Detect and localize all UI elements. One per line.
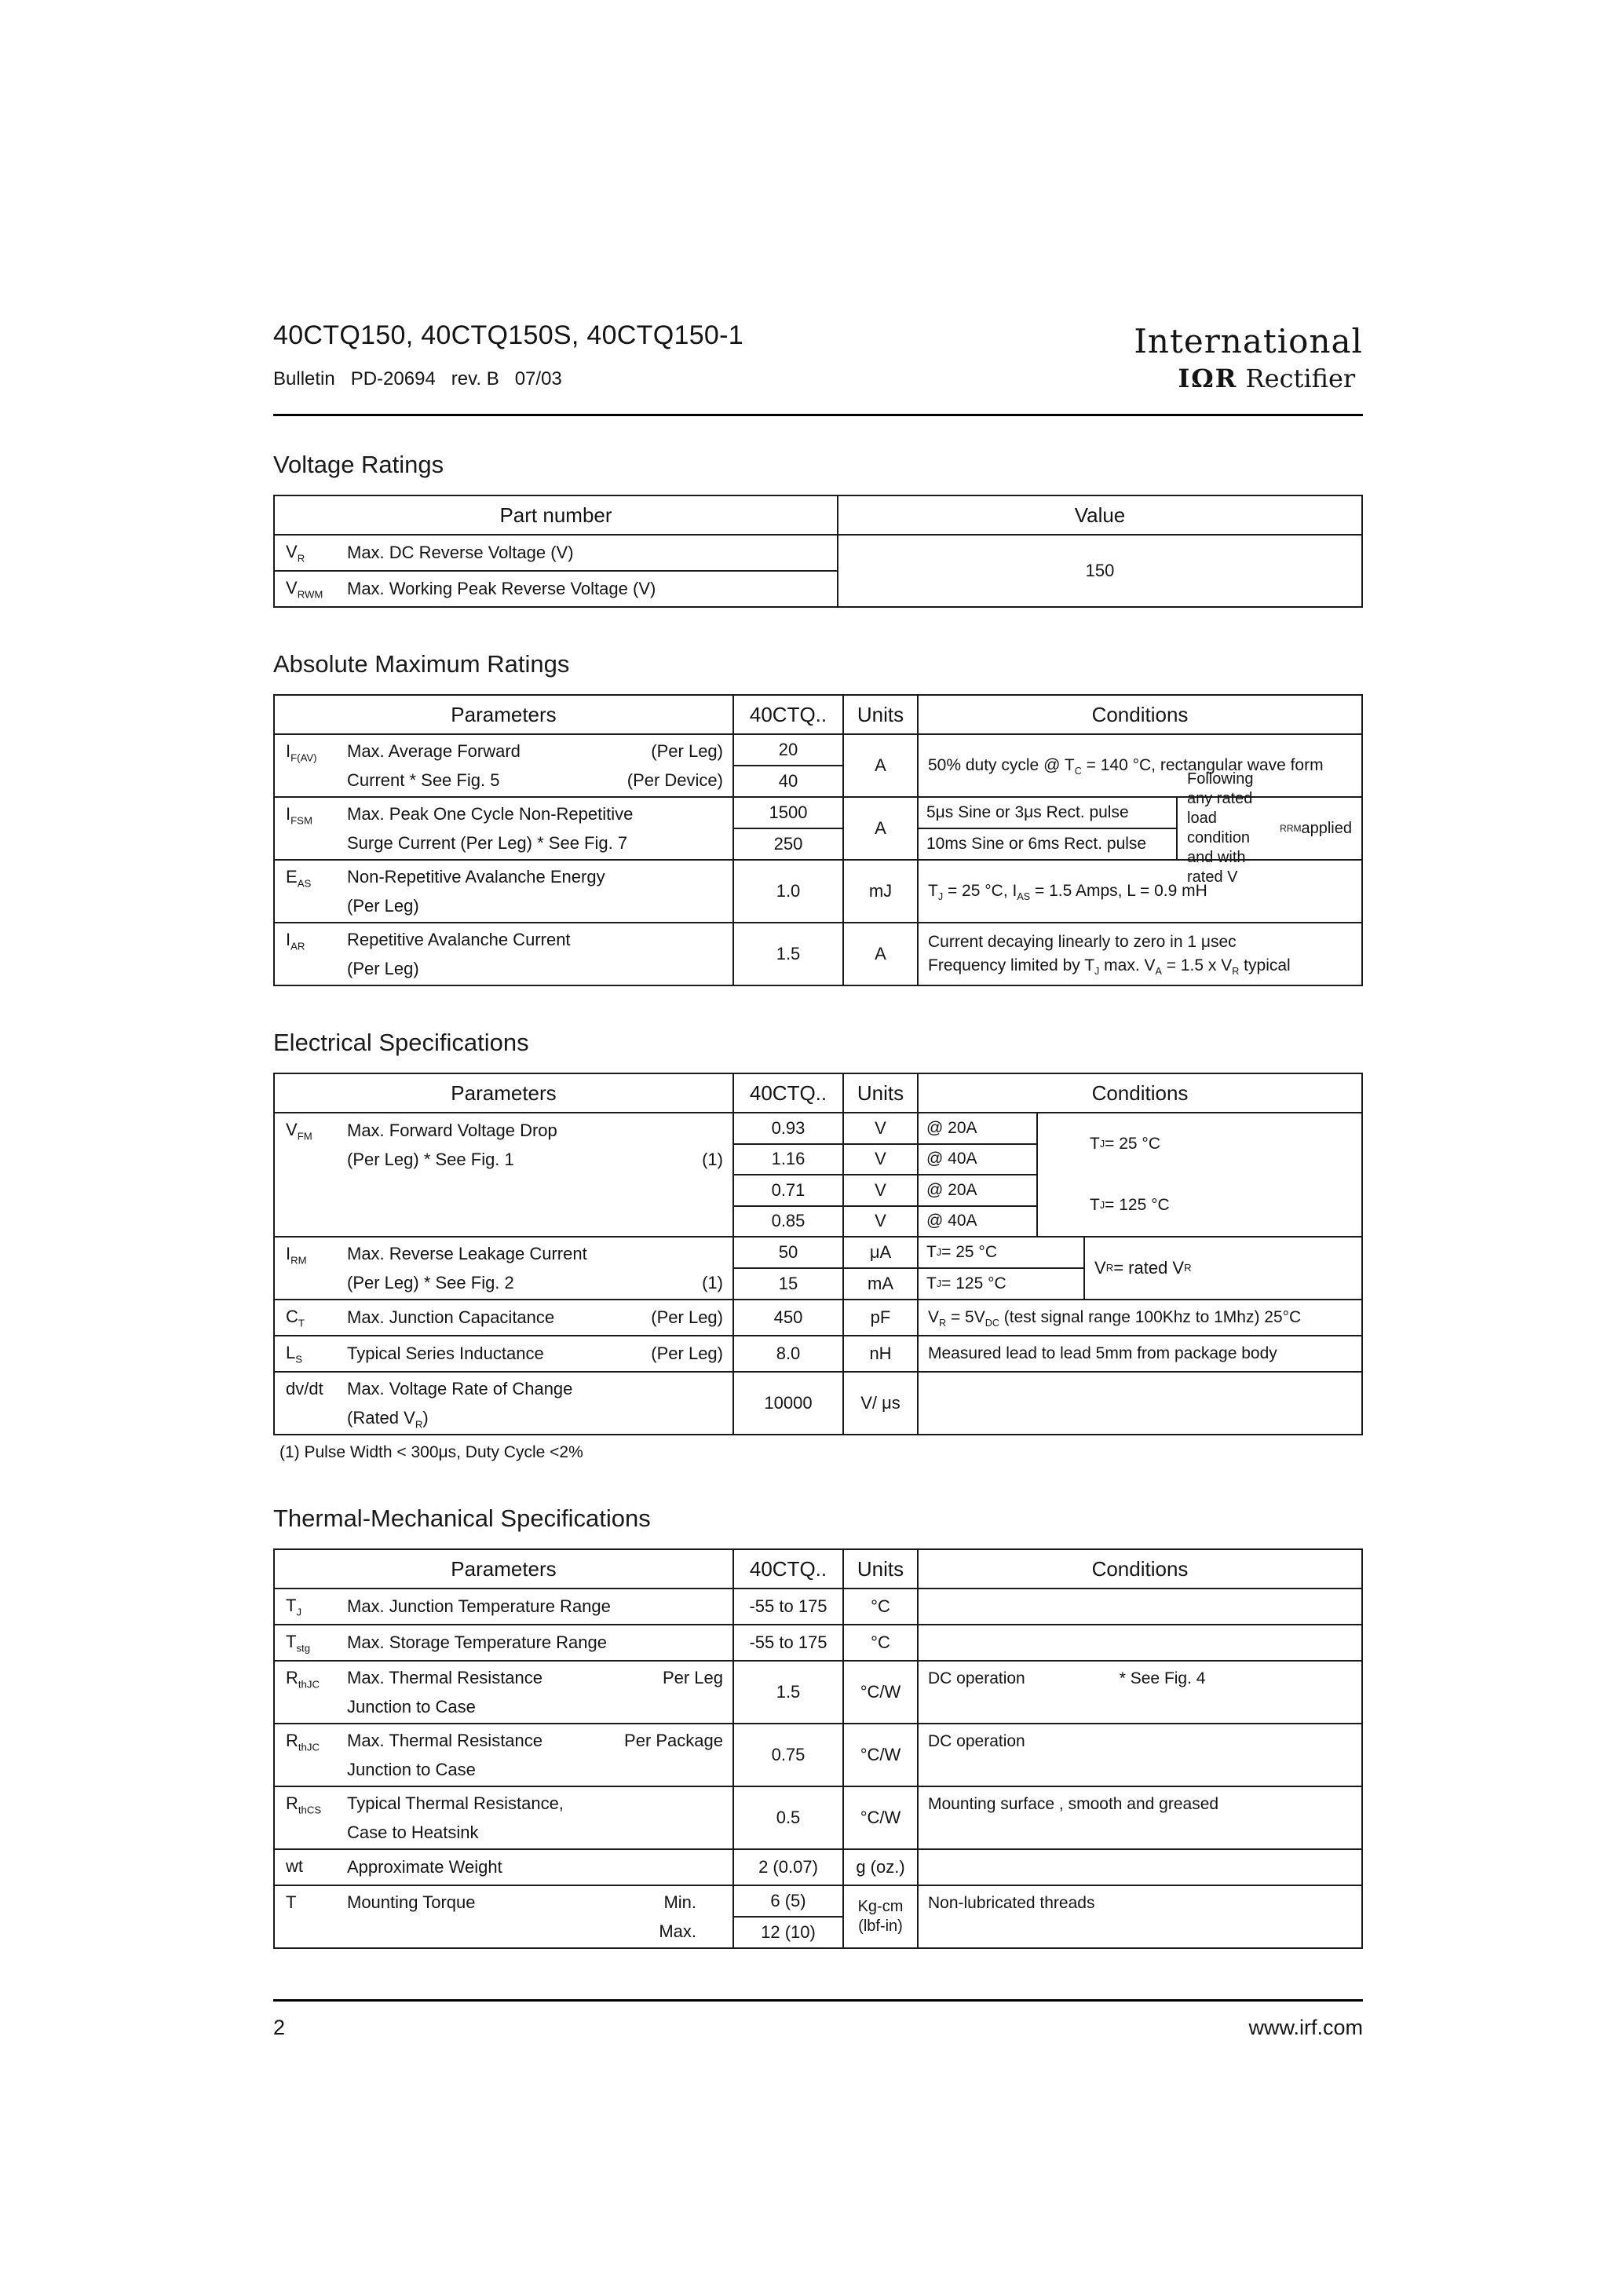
param-note: (1)	[702, 1149, 723, 1169]
table-row-tj	[274, 1589, 1362, 1625]
conditions-cell: T J = 25 °C	[926, 1243, 997, 1261]
param-text: Max. Thermal Resistance	[347, 1667, 543, 1687]
value-cell: 1500	[769, 803, 808, 822]
conditions-cell: 10ms Sine or 6ms Rect. pulse	[919, 828, 1176, 859]
table-row-ls	[274, 1336, 1362, 1372]
conditions-cell	[918, 1589, 1362, 1625]
col-parameters: Parameters	[274, 695, 733, 734]
table-row-vfm	[274, 1113, 1362, 1237]
param-text: (Per Leg) * See Fig. 2	[347, 1272, 514, 1292]
conditions-cell: $V_R = 5V_{DC}$ (test signal range 100Khz to 1Mhz) 25°C	[918, 1300, 1362, 1336]
units-cell: μA	[869, 1242, 892, 1262]
value-cell: 250	[734, 828, 842, 859]
absolute-maximum-ratings-table	[273, 694, 1363, 986]
units-line: Kg-cm	[857, 1898, 904, 1915]
table-row-rthcs	[274, 1786, 1362, 1849]
table-header-row	[274, 1073, 1362, 1113]
col-value: Value	[838, 495, 1362, 535]
conditions-cell: T J = 25 °C	[1090, 1135, 1160, 1153]
value-cell: 15	[734, 1267, 842, 1299]
header-left	[273, 320, 743, 390]
units-cell: pF	[843, 1300, 918, 1336]
value-cell: 0.71	[734, 1174, 842, 1205]
param-text: Typical Thermal Resistance,	[347, 1793, 564, 1813]
param-text: Non-Repetitive Avalanche Energy	[347, 866, 605, 887]
bulletin-line: Bulletin PD-20694 rev. B 07/03	[273, 368, 562, 389]
conditions-cell: 5μs Sine or 3μs Rect. pulse	[926, 803, 1129, 821]
param-text: (Rated $V_R$)	[347, 1407, 429, 1430]
param-symbol: T	[286, 1892, 297, 1912]
col-units: Units	[843, 1073, 918, 1113]
electrical-specifications-table	[273, 1073, 1363, 1435]
conditions-cell: T J = 125 °C	[919, 1267, 1083, 1299]
units-cell: V	[844, 1174, 917, 1205]
param-note: (Per Leg)	[651, 740, 723, 761]
value-cell: 0.5	[733, 1786, 843, 1849]
col-parameters: Parameters	[274, 1073, 733, 1113]
value-cell: 0.93	[771, 1117, 806, 1138]
param-text: Max. Working Peak Reverse Voltage (V)	[347, 579, 656, 598]
param-note: (1)	[702, 1272, 723, 1292]
logo-ior-mark: IΩR	[1178, 364, 1238, 393]
param-note: Per Package	[624, 1730, 723, 1750]
condition-text: DC operation	[928, 1669, 1025, 1687]
units-cell: A	[843, 923, 918, 985]
header-divider	[273, 414, 1363, 416]
param-symbol: $V_{FM}$	[286, 1120, 312, 1143]
thermal-mechanical-table	[273, 1548, 1363, 1949]
section-heading-electrical: Electrical Specifications	[273, 1029, 529, 1056]
param-symbol: $R_{thJC}$	[286, 1668, 320, 1691]
value-cell: 10000	[733, 1372, 843, 1435]
value-cell: 1.5	[733, 1661, 843, 1724]
value-cell: 8.0	[733, 1336, 843, 1372]
param-text: (Per Leg)	[347, 958, 419, 978]
param-note: (Per Leg)	[651, 1307, 723, 1327]
footer	[273, 1999, 1363, 2040]
condition-line: Current decaying linearly to zero in 1 μsec	[928, 933, 1237, 951]
param-text: Junction to Case	[347, 1696, 476, 1717]
conditions-cell: @ 20A	[919, 1174, 1036, 1205]
param-text: Typical Series Inductance	[347, 1344, 544, 1363]
param-symbol: $I_{AR}$	[286, 930, 305, 952]
param-symbol: $I_{RM}$	[286, 1244, 307, 1267]
section-heading-absolute-maximum: Absolute Maximum Ratings	[273, 650, 570, 678]
param-text: Max. Peak One Cycle Non-Repetitive	[347, 803, 634, 824]
value-cell: 1.0	[733, 860, 843, 923]
param-text: Max. Storage Temperature Range	[347, 1632, 607, 1652]
value-cell: 1.5	[733, 923, 843, 985]
units-cell: nH	[843, 1336, 918, 1372]
conditions-cell	[918, 1661, 1362, 1724]
param-note: (Per Leg)	[651, 1344, 723, 1363]
col-conditions: Conditions	[918, 1549, 1362, 1589]
page-number: 2	[273, 2016, 286, 2039]
ir-logo	[1134, 320, 1363, 393]
param-text: Max. Average Forward	[347, 740, 521, 761]
conditions-cell: T J = 125 °C	[1090, 1196, 1170, 1214]
units-line: (lbf-in)	[858, 1918, 903, 1935]
conditions-cell: @ 40A	[919, 1143, 1036, 1175]
units-cell: °C	[843, 1625, 918, 1661]
footnote: (1) Pulse Width < 300μs, Duty Cycle <2%	[279, 1443, 583, 1461]
conditions-cell	[918, 1372, 1362, 1435]
table-header-row	[274, 495, 1362, 535]
units-cell	[843, 1885, 918, 1948]
logo-rectifier-line	[1134, 364, 1363, 393]
param-note: (Per Device)	[627, 770, 723, 790]
value-cell: 40	[734, 765, 842, 796]
param-text: Repetitive Avalanche Current	[347, 929, 571, 949]
value-cell: 20	[778, 740, 798, 759]
section-heading-thermal-mechanical: Thermal-Mechanical Specifications	[273, 1504, 651, 1532]
doc-title: 40CTQ150, 40CTQ150S, 40CTQ150-1	[273, 320, 743, 350]
conditions-cell	[918, 923, 1362, 985]
table-row-tstg	[274, 1625, 1362, 1661]
col-units: Units	[843, 1549, 918, 1589]
param-text: Current * See Fig. 5	[347, 770, 500, 790]
param-symbol: $I_{FSM}$	[286, 804, 312, 827]
value-cell: -55 to 175	[733, 1625, 843, 1661]
table-header-row	[274, 695, 1362, 734]
section-heading-voltage-ratings: Voltage Ratings	[273, 451, 444, 478]
param-symbol: $C_T$	[286, 1307, 305, 1329]
col-part-number: Part number	[274, 495, 838, 535]
table-row-rthjc-pkg	[274, 1724, 1362, 1786]
param-text: Mounting Torque	[347, 1892, 476, 1912]
value-cell: 0.85	[734, 1205, 842, 1237]
table-row-iar	[274, 923, 1362, 985]
value-cell: 0.75	[733, 1724, 843, 1786]
value-cell: -55 to 175	[733, 1589, 843, 1625]
logo-international-wordmark: International	[1134, 322, 1363, 360]
param-text: Case to Heatsink	[347, 1822, 479, 1842]
voltage-ratings-table	[273, 495, 1363, 608]
units-cell: °C/W	[843, 1786, 918, 1849]
param-note: Max.	[659, 1921, 696, 1941]
param-symbol: wt	[286, 1856, 303, 1876]
param-symbol: $R_{thJC}$	[286, 1731, 320, 1753]
value-cell: 12 (10)	[734, 1916, 842, 1947]
units-cell: A	[843, 797, 918, 860]
value-cell: 6 (5)	[770, 1891, 806, 1910]
units-cell: V/ μs	[843, 1372, 918, 1435]
conditions-cell	[918, 1625, 1362, 1661]
param-text: Max. Junction Temperature Range	[347, 1596, 611, 1616]
table-row	[274, 535, 1362, 571]
units-cell: g (oz.)	[843, 1849, 918, 1885]
param-text: Max. Reverse Leakage Current	[347, 1243, 587, 1263]
conditions-cell: $T_J = 25$ °C, $I_{AS} = 1.5$ Amps, L = 0.9 mH	[918, 860, 1362, 923]
param-text: Max. Junction Capacitance	[347, 1307, 555, 1327]
param-text: Max. DC Reverse Voltage (V)	[347, 543, 574, 562]
value-cell: 1.16	[734, 1143, 842, 1175]
col-part: 40CTQ..	[733, 1073, 843, 1113]
param-symbol: $L_S$	[286, 1343, 303, 1366]
conditions-cell	[918, 1849, 1362, 1885]
conditions-cell: Following any rated load condition and with rated V RRM applied	[1187, 770, 1352, 886]
col-part: 40CTQ..	[733, 1549, 843, 1589]
param-text: Surge Current (Per Leg) * See Fig. 7	[347, 832, 628, 853]
col-conditions: Conditions	[918, 695, 1362, 734]
param-text: Max. Thermal Resistance	[347, 1730, 543, 1750]
param-symbol: $I_{F(AV)}$	[286, 741, 317, 764]
param-symbol: $T_{stg}$	[286, 1632, 311, 1654]
col-parameters: Parameters	[274, 1549, 733, 1589]
units-cell: V	[875, 1117, 886, 1138]
table-header-row	[274, 1549, 1362, 1589]
units-cell: °C	[843, 1589, 918, 1625]
conditions-cell: Mounting surface , smooth and greased	[918, 1786, 1362, 1849]
param-text: Max. Forward Voltage Drop	[347, 1120, 557, 1140]
value-cell: 50	[778, 1242, 798, 1262]
conditions-cell: Measured lead to lead 5mm from package body	[918, 1336, 1362, 1372]
condition-line: Frequency limited by $T_J$ max. $V_A = 1.5$ x $V_R$ typical	[928, 956, 1291, 978]
param-symbol: dv/dt	[286, 1379, 323, 1398]
header	[273, 320, 1363, 393]
units-cell: °C/W	[843, 1724, 918, 1786]
param-symbol: $V_R$	[286, 542, 305, 565]
table-row-dvdt	[274, 1372, 1362, 1435]
table-row-ifsm	[274, 797, 1362, 860]
table-row-rthjc-leg	[274, 1661, 1362, 1724]
table-row-torque	[274, 1885, 1362, 1948]
value-cell: 150	[838, 535, 1362, 607]
param-text: Max. Voltage Rate of Change	[347, 1378, 573, 1398]
col-conditions: Conditions	[918, 1073, 1362, 1113]
condition-text: DC operation	[928, 1732, 1025, 1750]
units-cell: V	[844, 1205, 917, 1237]
conditions-cell: V R = rated V R	[1094, 1258, 1192, 1278]
param-text: (Per Leg) * See Fig. 1	[347, 1149, 514, 1169]
units-cell: V	[844, 1143, 917, 1175]
param-symbol: $E_{AS}$	[286, 867, 312, 890]
conditions-cell: Non-lubricated threads	[918, 1885, 1362, 1948]
units-cell: mA	[844, 1267, 917, 1299]
param-text: Junction to Case	[347, 1759, 476, 1779]
units-cell: °C/W	[843, 1661, 918, 1724]
col-part: 40CTQ..	[733, 695, 843, 734]
value-cell: 2 (0.07)	[733, 1849, 843, 1885]
conditions-cell: @ 40A	[919, 1205, 1036, 1237]
conditions-cell: 50% duty cycle @ $T_C = 140$ °C, rectangular wave form	[918, 734, 1362, 797]
units-cell: mJ	[843, 860, 918, 923]
table-row-wt	[274, 1849, 1362, 1885]
logo-rectifier-text: Rectifier	[1245, 364, 1356, 393]
param-symbol: $T_J$	[286, 1596, 302, 1618]
table-row-ct	[274, 1300, 1362, 1336]
conditions-cell: @ 20A	[926, 1118, 977, 1137]
col-units: Units	[843, 695, 918, 734]
param-symbol: $R_{thCS}$	[286, 1793, 322, 1816]
param-text: (Per Leg)	[347, 895, 419, 916]
footer-url[interactable]: www.irf.com	[1248, 2016, 1363, 2039]
param-symbol: $V_{RWM}$	[286, 578, 323, 601]
conditions-cell	[918, 1724, 1362, 1786]
units-cell: A	[843, 734, 918, 797]
condition-note: * See Fig. 4	[1119, 1669, 1206, 1687]
param-note: Min.	[663, 1892, 696, 1912]
param-note: Per Leg	[662, 1667, 723, 1687]
value-cell: 450	[733, 1300, 843, 1336]
table-row-irm	[274, 1237, 1362, 1300]
param-text: Approximate Weight	[347, 1857, 502, 1877]
